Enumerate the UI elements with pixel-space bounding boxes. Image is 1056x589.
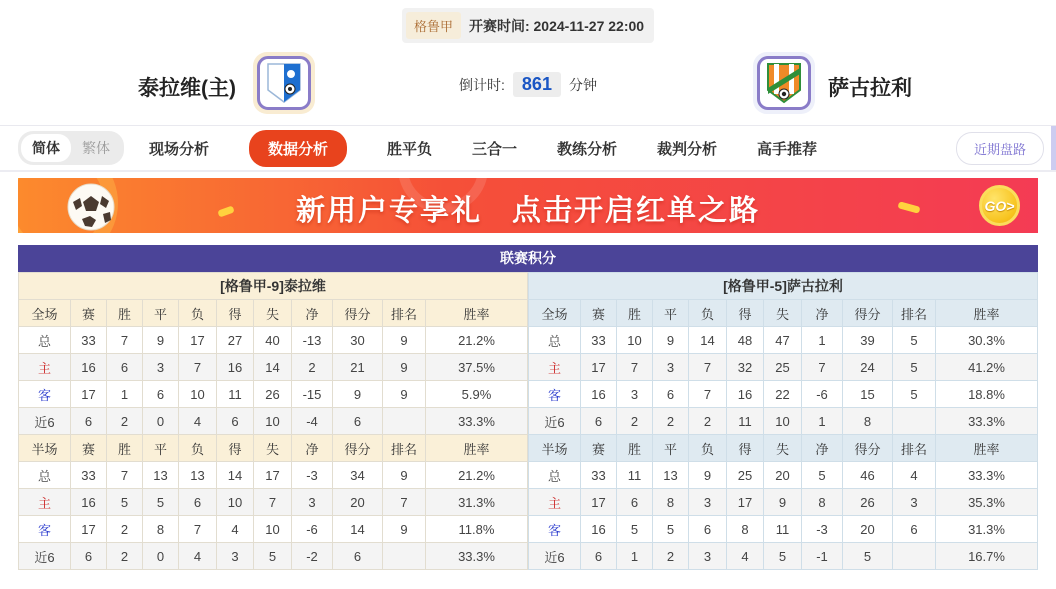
column-header: 得: [217, 300, 254, 327]
column-header: 得分: [843, 300, 893, 327]
stat-cell: 9: [689, 462, 727, 489]
column-header: 胜率: [426, 435, 528, 462]
stat-cell: 26: [843, 489, 893, 516]
top-bar: [0, 0, 1056, 40]
stat-cell: 8: [143, 516, 179, 543]
row-label: 客: [529, 381, 581, 408]
row-label: 近6: [19, 408, 71, 435]
stat-cell: 3: [292, 489, 333, 516]
table-row: [19, 381, 528, 408]
nav-bar: [0, 126, 1056, 172]
stat-cell: 18.8%: [936, 381, 1038, 408]
stat-cell: 39: [843, 327, 893, 354]
stat-cell: 41.2%: [936, 354, 1038, 381]
edge-widget-strip: [1051, 126, 1056, 170]
table-row: [19, 327, 528, 354]
stat-cell: -15: [292, 381, 333, 408]
stat-cell: -2: [292, 543, 333, 570]
column-header: 赛: [581, 435, 617, 462]
stat-cell: 35.3%: [936, 489, 1038, 516]
column-header: 平: [143, 300, 179, 327]
stat-cell: 20: [843, 516, 893, 543]
stat-cell: 3: [893, 489, 936, 516]
stat-cell: 11: [617, 462, 653, 489]
tab-data-analysis[interactable]: 数据分析: [249, 130, 347, 167]
stat-cell: 3: [689, 489, 727, 516]
row-label: 近6: [19, 543, 71, 570]
stat-cell: 7: [617, 354, 653, 381]
stat-cell: 13: [179, 462, 217, 489]
stat-cell: 3: [689, 543, 727, 570]
stat-cell: 5.9%: [426, 381, 528, 408]
go-button[interactable]: GO>: [979, 185, 1020, 226]
stat-cell: 14: [689, 327, 727, 354]
stat-cell: 8: [802, 489, 843, 516]
stat-cell: 6: [893, 516, 936, 543]
column-header: 得分: [333, 435, 383, 462]
promo-banner[interactable]: [18, 178, 1038, 233]
stat-cell: 27: [217, 327, 254, 354]
home-team-name: 泰拉维(主): [138, 77, 236, 100]
column-header: 胜: [107, 435, 143, 462]
stat-cell: 7: [802, 354, 843, 381]
stat-cell: -6: [802, 381, 843, 408]
column-header: 负: [689, 435, 727, 462]
table-row: [19, 489, 528, 516]
stat-cell: 6: [653, 381, 689, 408]
stat-cell: 4: [727, 543, 764, 570]
stat-cell: 6: [179, 489, 217, 516]
table-row: [529, 408, 1038, 435]
column-header: 得分: [333, 300, 383, 327]
row-label: 总: [529, 327, 581, 354]
row-label: 客: [19, 516, 71, 543]
row-label: 近6: [529, 543, 581, 570]
stat-cell: 2: [617, 408, 653, 435]
stat-cell: 26: [254, 381, 292, 408]
stat-cell: 30.3%: [936, 327, 1038, 354]
league-points-section: [18, 245, 1038, 570]
stat-cell: 4: [179, 408, 217, 435]
stat-cell: 5: [653, 516, 689, 543]
start-time-label: 开赛时间:: [468, 17, 530, 34]
away-team-logo: [753, 52, 815, 114]
league-table-left: [18, 272, 528, 570]
stat-cell: 48: [727, 327, 764, 354]
stat-cell: 5: [893, 327, 936, 354]
row-label: 客: [529, 516, 581, 543]
stat-cell: 5: [893, 354, 936, 381]
stat-cell: 9: [333, 381, 383, 408]
column-header: 胜率: [936, 300, 1038, 327]
stat-cell: 47: [764, 327, 802, 354]
column-header: 负: [179, 300, 217, 327]
column-header: 净: [292, 435, 333, 462]
stat-cell: 11: [764, 516, 802, 543]
stat-cell: 7: [107, 462, 143, 489]
stat-cell: 31.3%: [426, 489, 528, 516]
stat-cell: 5: [254, 543, 292, 570]
column-header: 排名: [893, 300, 936, 327]
stat-cell: 33: [71, 462, 107, 489]
stat-cell: 21: [333, 354, 383, 381]
match-header: [0, 40, 1056, 126]
column-header: 半场: [529, 435, 581, 462]
stat-cell: 33: [71, 327, 107, 354]
stat-cell: 17: [727, 489, 764, 516]
countdown-label: 倒计时:: [459, 76, 505, 93]
column-header: 得: [727, 300, 764, 327]
stat-cell: 14: [254, 354, 292, 381]
recent-odds-button[interactable]: 近期盘路: [956, 132, 1044, 165]
column-header: 负: [689, 300, 727, 327]
stat-cell: 6: [333, 543, 383, 570]
stat-cell: 17: [254, 462, 292, 489]
start-time: [469, 16, 644, 36]
stat-cell: 14: [217, 462, 254, 489]
column-header: 胜率: [426, 300, 528, 327]
stat-cell: 7: [254, 489, 292, 516]
stat-cell: 21.2%: [426, 327, 528, 354]
stat-cell: 10: [764, 408, 802, 435]
stat-cell: 3: [617, 381, 653, 408]
row-label: 总: [19, 327, 71, 354]
countdown-value: 861: [513, 72, 561, 97]
banner-headline: 新用户专享礼: [295, 195, 482, 227]
stat-cell: -4: [292, 408, 333, 435]
match-time-pill: [402, 8, 654, 43]
column-header: 得: [727, 435, 764, 462]
tab-referee-analysis[interactable]: 裁判分析: [657, 140, 718, 158]
lang-simplified[interactable]: 简体: [21, 134, 71, 162]
stat-cell: -13: [292, 327, 333, 354]
stat-cell: 2: [292, 354, 333, 381]
stat-cell: 8: [653, 489, 689, 516]
stat-cell: 1: [617, 543, 653, 570]
stat-cell: 33.3%: [936, 408, 1038, 435]
stat-cell: 1: [802, 327, 843, 354]
start-time-value: 2024-11-27 22:00: [533, 17, 645, 34]
column-header: 负: [179, 435, 217, 462]
stat-cell: 46: [843, 462, 893, 489]
stat-cell: 9: [653, 327, 689, 354]
stat-cell: 17: [179, 327, 217, 354]
lang-traditional[interactable]: 繁体: [82, 140, 110, 156]
stat-cell: 0: [143, 543, 179, 570]
column-header: 平: [653, 300, 689, 327]
stat-cell: 32: [727, 354, 764, 381]
column-header: 排名: [383, 435, 426, 462]
stat-cell: -6: [292, 516, 333, 543]
stat-cell: 16: [71, 489, 107, 516]
stat-cell: 6: [143, 381, 179, 408]
stat-cell: 25: [727, 462, 764, 489]
column-header: 全场: [19, 300, 71, 327]
table-row: [529, 543, 1038, 570]
stat-cell: 2: [107, 543, 143, 570]
stat-cell: 5: [843, 543, 893, 570]
stat-cell: 33.3%: [936, 462, 1038, 489]
row-label: 总: [19, 462, 71, 489]
stat-cell: -1: [802, 543, 843, 570]
stat-cell: 8: [727, 516, 764, 543]
stat-cell: 7: [179, 516, 217, 543]
table-title: 联赛积分: [18, 245, 1038, 272]
stat-cell: 2: [653, 408, 689, 435]
row-label: 客: [19, 381, 71, 408]
column-header: 赛: [71, 300, 107, 327]
stat-cell: 7: [107, 327, 143, 354]
stat-cell: 5: [143, 489, 179, 516]
away-shield-icon: [766, 62, 802, 104]
table-row: [19, 516, 528, 543]
stat-cell: 16: [581, 381, 617, 408]
column-header: 净: [802, 300, 843, 327]
stat-cell: 0: [143, 408, 179, 435]
column-header: 失: [254, 435, 292, 462]
column-header: 胜: [617, 435, 653, 462]
stat-cell: 7: [179, 354, 217, 381]
table-row: [19, 408, 528, 435]
away-table-body: [529, 300, 1038, 570]
stat-cell: 5: [617, 516, 653, 543]
stat-cell: 14: [333, 516, 383, 543]
stat-cell: 25: [764, 354, 802, 381]
stat-cell: 3: [143, 354, 179, 381]
stat-cell: -3: [292, 462, 333, 489]
stat-cell: 5: [764, 543, 802, 570]
stat-cell: 11: [217, 381, 254, 408]
stat-cell: 3: [217, 543, 254, 570]
column-header: 净: [292, 300, 333, 327]
stat-cell: 6: [71, 408, 107, 435]
stat-cell: 6: [581, 543, 617, 570]
language-toggle[interactable]: [18, 131, 124, 165]
stat-cell: 2: [107, 516, 143, 543]
stat-cell: 21.2%: [426, 462, 528, 489]
column-header: 胜: [617, 300, 653, 327]
stat-cell: 4: [217, 516, 254, 543]
stat-cell: 24: [843, 354, 893, 381]
row-label: 主: [529, 354, 581, 381]
stat-cell: 15: [843, 381, 893, 408]
column-header: 胜: [107, 300, 143, 327]
column-header: 失: [254, 300, 292, 327]
stat-cell: [893, 543, 936, 570]
stat-cell: -3: [802, 516, 843, 543]
stat-cell: 6: [333, 408, 383, 435]
banner-subline: 点击开启红单之路: [512, 195, 761, 227]
stat-cell: 7: [689, 381, 727, 408]
table-row: [19, 354, 528, 381]
stat-cell: 6: [107, 354, 143, 381]
stat-cell: 16.7%: [936, 543, 1038, 570]
stat-cell: 5: [802, 462, 843, 489]
stat-cell: 6: [689, 516, 727, 543]
stat-cell: 7: [383, 489, 426, 516]
stat-cell: 2: [653, 543, 689, 570]
stat-cell: 16: [217, 354, 254, 381]
stat-cell: 30: [333, 327, 383, 354]
stat-cell: 6: [217, 408, 254, 435]
column-header: 失: [764, 300, 802, 327]
home-table-body: [19, 300, 528, 570]
stat-cell: 10: [617, 327, 653, 354]
column-header: 半场: [19, 435, 71, 462]
column-header-row: [19, 300, 528, 327]
stat-cell: 16: [71, 354, 107, 381]
stat-cell: 7: [689, 354, 727, 381]
league-badge: 格鲁甲: [406, 12, 461, 39]
tab-win-draw-lose[interactable]: 胜平负: [386, 140, 432, 158]
stat-cell: 9: [383, 327, 426, 354]
row-label: 总: [529, 462, 581, 489]
tab-live-analysis[interactable]: 现场分析: [148, 140, 209, 158]
stat-cell: 37.5%: [426, 354, 528, 381]
stat-cell: 10: [179, 381, 217, 408]
stat-cell: 17: [581, 489, 617, 516]
column-header: 平: [143, 435, 179, 462]
column-header: 赛: [581, 300, 617, 327]
tab-expert-picks[interactable]: 高手推荐: [757, 140, 818, 158]
column-header: 失: [764, 435, 802, 462]
stat-cell: 33.3%: [426, 543, 528, 570]
stat-cell: 4: [893, 462, 936, 489]
stat-cell: 20: [764, 462, 802, 489]
stat-cell: 22: [764, 381, 802, 408]
column-header: 净: [802, 435, 843, 462]
column-header-row: [529, 435, 1038, 462]
stat-cell: 16: [581, 516, 617, 543]
column-header-row: [529, 300, 1038, 327]
column-header: 赛: [71, 435, 107, 462]
stat-cell: 9: [383, 516, 426, 543]
banner-text: [18, 188, 1038, 229]
stat-cell: 1: [802, 408, 843, 435]
stat-cell: [383, 408, 426, 435]
stat-cell: 34: [333, 462, 383, 489]
table-row: [529, 381, 1038, 408]
stat-cell: 10: [254, 408, 292, 435]
column-header: 得分: [843, 435, 893, 462]
table-row: [529, 462, 1038, 489]
home-table-header: [格鲁甲-9]泰拉维: [19, 273, 528, 300]
column-header: 平: [653, 435, 689, 462]
table-row: [529, 327, 1038, 354]
stat-cell: 10: [217, 489, 254, 516]
stat-cell: 9: [383, 462, 426, 489]
stat-cell: 11: [727, 408, 764, 435]
stat-cell: 6: [617, 489, 653, 516]
stat-cell: 9: [143, 327, 179, 354]
stat-cell: 17: [71, 381, 107, 408]
stat-cell: 1: [107, 381, 143, 408]
stat-cell: 4: [179, 543, 217, 570]
column-header: 排名: [893, 435, 936, 462]
stat-cell: 5: [107, 489, 143, 516]
row-label: 主: [19, 354, 71, 381]
stat-cell: 13: [653, 462, 689, 489]
row-label: 主: [529, 489, 581, 516]
stat-cell: 20: [333, 489, 383, 516]
away-table-header: [格鲁甲-5]萨古拉利: [529, 273, 1038, 300]
stat-cell: [893, 408, 936, 435]
stat-cell: 33: [581, 327, 617, 354]
row-label: 主: [19, 489, 71, 516]
league-table-right: [528, 272, 1038, 570]
tab-coach-analysis[interactable]: 教练分析: [557, 140, 618, 158]
table-row: [19, 462, 528, 489]
countdown-unit: 分钟: [568, 76, 597, 93]
stat-cell: 17: [581, 354, 617, 381]
stat-cell: 40: [254, 327, 292, 354]
row-label: 近6: [529, 408, 581, 435]
nav-tabs: [149, 130, 817, 167]
table-row: [19, 543, 528, 570]
stat-cell: 6: [581, 408, 617, 435]
stat-cell: 10: [254, 516, 292, 543]
table-row: [529, 354, 1038, 381]
stat-cell: 17: [71, 516, 107, 543]
stat-cell: 9: [764, 489, 802, 516]
stat-cell: 11.8%: [426, 516, 528, 543]
column-header: 得: [217, 435, 254, 462]
tab-three-in-one[interactable]: 三合一: [471, 140, 517, 158]
stat-cell: 33.3%: [426, 408, 528, 435]
stat-cell: 2: [689, 408, 727, 435]
stat-cell: 31.3%: [936, 516, 1038, 543]
stat-cell: 9: [383, 354, 426, 381]
stat-cell: 8: [843, 408, 893, 435]
stat-cell: 3: [653, 354, 689, 381]
stat-cell: [383, 543, 426, 570]
stat-cell: 9: [383, 381, 426, 408]
column-header: 全场: [529, 300, 581, 327]
column-header-row: [19, 435, 528, 462]
table-row: [529, 489, 1038, 516]
stat-cell: 2: [107, 408, 143, 435]
column-header: 胜率: [936, 435, 1038, 462]
table-row: [529, 516, 1038, 543]
away-team-name: 萨古拉利: [828, 77, 912, 100]
stat-cell: 6: [71, 543, 107, 570]
stat-cell: 13: [143, 462, 179, 489]
stat-cell: 16: [727, 381, 764, 408]
column-header: 排名: [383, 300, 426, 327]
stat-cell: 33: [581, 462, 617, 489]
stat-cell: 5: [893, 381, 936, 408]
